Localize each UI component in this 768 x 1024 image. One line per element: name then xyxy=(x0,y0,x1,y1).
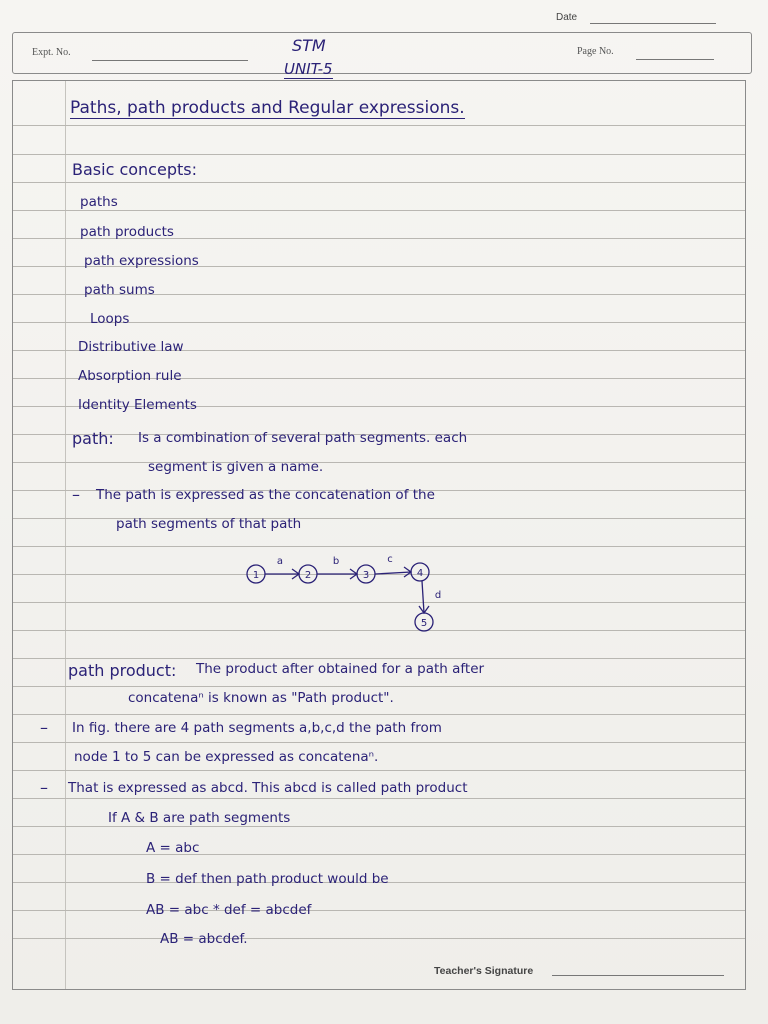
path-bullet-line: The path is expressed as the concatenation of the xyxy=(96,487,435,503)
teacher-signature-label: Teacher's Signature xyxy=(434,965,534,977)
path-product-line: The product after obtained for a path after xyxy=(196,661,485,677)
date-label: Date xyxy=(556,12,578,23)
unit-heading: UNIT-5 xyxy=(284,60,333,78)
node-label: 1 xyxy=(252,570,260,581)
path-term: path: xyxy=(72,429,114,448)
node-label: 2 xyxy=(304,570,312,581)
subject-heading: STM xyxy=(292,36,326,55)
concept-item: paths xyxy=(80,194,118,210)
equation: AB = abcdef. xyxy=(160,931,248,947)
concept-item: Distributive law xyxy=(78,339,184,355)
path-product-term: path product: xyxy=(68,661,177,680)
concept-item: path sums xyxy=(84,282,155,298)
bullet-dash: – xyxy=(72,485,80,504)
path-product-bullet: That is expressed as abcd. This abcd is called path product xyxy=(68,780,468,796)
diagram-edge xyxy=(422,581,424,613)
bullet-dash: – xyxy=(40,718,48,737)
node-label: 4 xyxy=(416,568,424,579)
concept-item: Loops xyxy=(90,311,130,327)
basic-concepts-heading: Basic concepts: xyxy=(72,160,197,179)
path-product-line: concatenaⁿ is known as "Path product". xyxy=(128,690,394,706)
path-product-bullet: In fig. there are 4 path segments a,b,c,d the path from xyxy=(72,720,442,736)
edge-label: a xyxy=(276,556,284,567)
page-title: Paths, path products and Regular expressions. xyxy=(70,98,465,118)
path-diagram xyxy=(236,550,446,640)
example-intro: If A & B are path segments xyxy=(108,810,291,826)
path-product-bullet: node 1 to 5 can be expressed as concatenaⁿ. xyxy=(74,749,379,765)
node-label: 3 xyxy=(362,570,370,581)
equation: AB = abc * def = abcdef xyxy=(146,902,312,918)
node-label: 5 xyxy=(420,618,428,629)
page-no-label: Page No. xyxy=(577,46,614,57)
edge-label: d xyxy=(434,590,442,601)
concept-item: path products xyxy=(80,224,174,240)
equation: B = def then path product would be xyxy=(146,871,389,887)
edge-label: b xyxy=(332,556,340,567)
teacher-signature-line xyxy=(552,975,724,976)
edge-label: c xyxy=(387,554,393,565)
bullet-dash: – xyxy=(40,778,48,797)
path-definition-line: Is a combination of several path segments. each xyxy=(138,430,468,446)
path-bullet-line: path segments of that path xyxy=(116,516,302,532)
concept-item: path expressions xyxy=(84,253,199,269)
equation: A = abc xyxy=(146,840,200,856)
concept-item: Identity Elements xyxy=(78,397,197,413)
expt-no-label: Expt. No. xyxy=(32,47,71,58)
concept-item: Absorption rule xyxy=(78,368,182,384)
path-definition-line: segment is given a name. xyxy=(148,459,324,475)
diagram-edge xyxy=(375,572,411,574)
